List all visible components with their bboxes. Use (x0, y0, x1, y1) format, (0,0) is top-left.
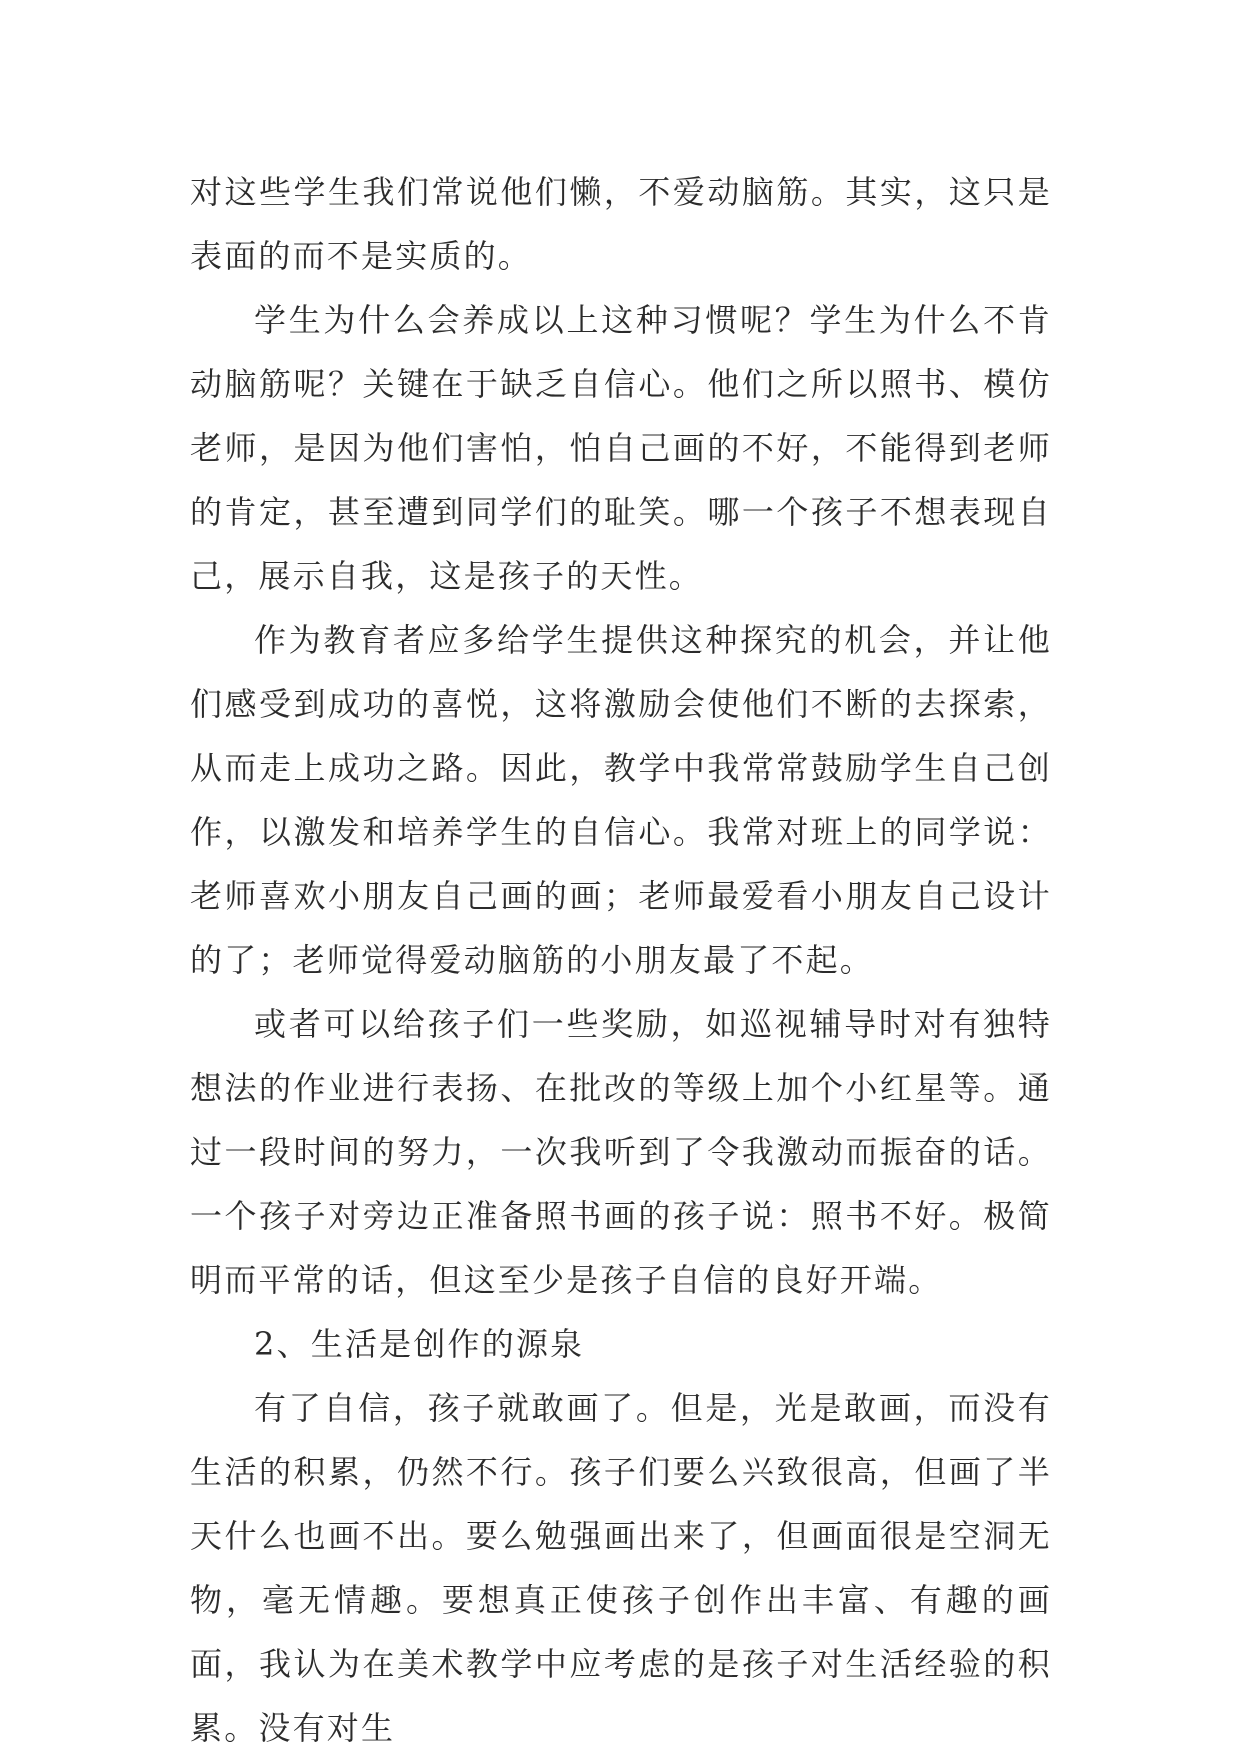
paragraph-1: 对这些学生我们常说他们懒，不爱动脑筋。其实，这只是表面的而不是实质的。 (190, 173, 1052, 275)
section-heading: 2、生活是创作的源泉 (254, 1325, 585, 1363)
paragraph-5: 有了自信，孩子就敢画了。但是，光是敢画，而没有生活的积累，仍然不行。孩子们要么兴致很高，但画了半天什么也画不出。要么勉强画出来了，但画面很是空洞无物，毫无情趣。要想真正使孩子创作出丰富、有趣的画面，我认为在美术教学中应考虑的是孩子对生活经验的积累。没有对生 (190, 1389, 1052, 1747)
paragraph-4: 或者可以给孩子们一些奖励，如巡视辅导时对有独特想法的作业进行表扬、在批改的等级上加个小红星等。通过一段时间的努力，一次我听到了令我激动而振奋的话。一个孩子对旁边正准备照书画的孩子说：照书不好。极简明而平常的话，但这至少是孩子自信的良好开端。 (190, 1005, 1052, 1299)
paragraph-3: 作为教育者应多给学生提供这种探究的机会，并让他们感受到成功的喜悦，这将激励会使他们不断的去探索，从而走上成功之路。因此，教学中我常常鼓励学生自己创作，以激发和培养学生的自信心。我常对班上的同学说：老师喜欢小朋友自己画的画；老师最爱看小朋友自己设计的了；老师觉得爱动脑筋的小朋友最了不起。 (190, 621, 1052, 979)
document-body (190, 160, 1052, 1760)
paragraph-2: 学生为什么会养成以上这种习惯呢？学生为什么不肯动脑筋呢？关键在于缺乏自信心。他们之所以照书、模仿老师，是因为他们害怕，怕自己画的不好，不能得到老师的肯定，甚至遭到同学们的耻笑。哪一个孩子不想表现自己，展示自我，这是孩子的天性。 (190, 301, 1052, 595)
